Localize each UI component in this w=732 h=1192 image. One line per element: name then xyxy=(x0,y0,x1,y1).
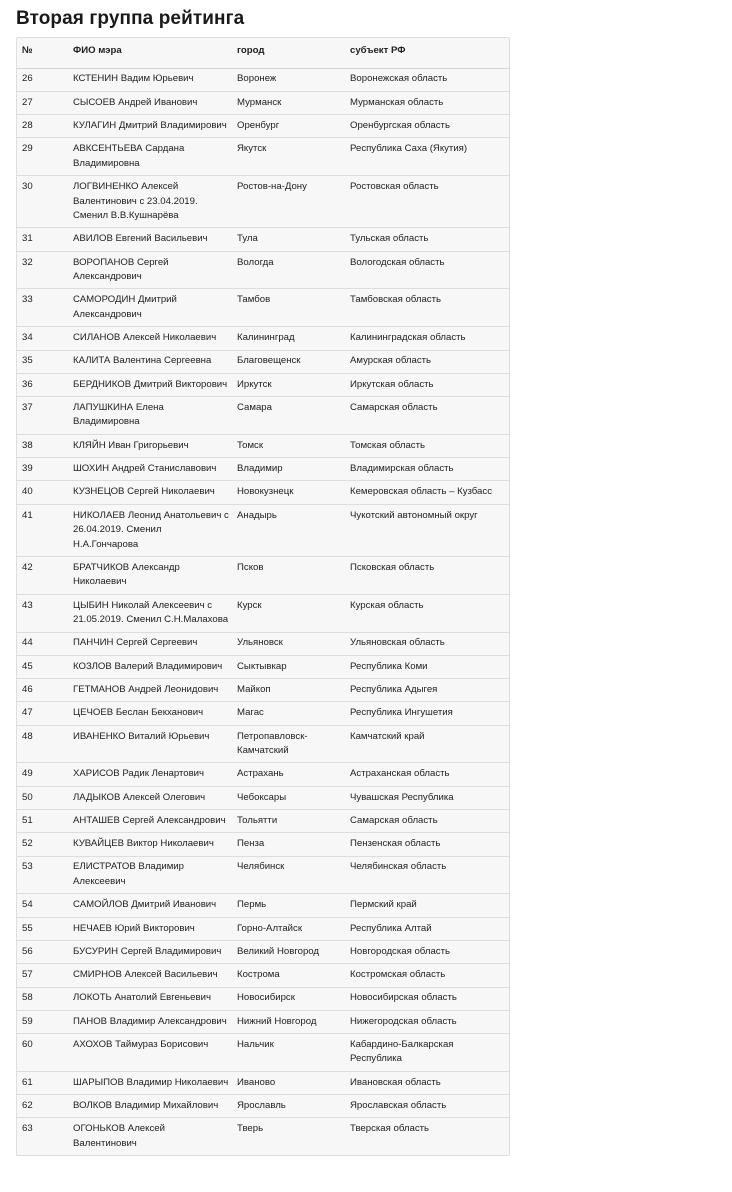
region-cell: Кабардино-Балкарская Республика xyxy=(350,1038,454,1065)
rank-cell: 54 xyxy=(22,899,33,911)
rank-cell: 59 xyxy=(22,1015,33,1027)
page-title: Вторая группа рейтинга xyxy=(16,8,245,29)
rank-cell: 44 xyxy=(22,637,33,649)
table-row xyxy=(17,786,509,809)
region-cell: Псковская область xyxy=(350,561,435,573)
city-cell: Томск xyxy=(237,439,264,451)
table-row xyxy=(17,115,509,138)
header-mayor-name: ФИО мэра xyxy=(73,45,122,56)
table-row xyxy=(17,1071,509,1094)
region-cell: Ивановская область xyxy=(350,1076,441,1088)
mayor-name-cell: КУЛАГИН Дмитрий Владимирович xyxy=(73,119,227,131)
rank-cell: 28 xyxy=(22,119,33,131)
region-cell: Томская область xyxy=(350,439,425,451)
mayor-name-cell: ИВАНЕНКО Виталий Юрьевич xyxy=(73,730,210,742)
mayor-name-cell: КУЗНЕЦОВ Сергей Николаевич xyxy=(73,486,215,498)
table-row xyxy=(17,289,509,327)
region-cell: Камчатский край xyxy=(350,730,425,742)
city-cell: Петропавловск-Камчатский xyxy=(237,730,308,757)
table-row xyxy=(17,856,509,894)
table-row xyxy=(17,91,509,114)
city-cell: Пенза xyxy=(237,838,265,850)
mayor-name-cell: САМОРОДИН Дмитрий Александрович xyxy=(73,294,177,320)
city-cell: Ростов-на-Дону xyxy=(237,181,307,193)
table-row xyxy=(17,1010,509,1033)
region-cell: Республика Ингушетия xyxy=(350,707,453,719)
header-region: субъект РФ xyxy=(350,45,406,56)
city-cell: Астрахань xyxy=(237,768,284,780)
rank-cell: 32 xyxy=(22,256,33,268)
region-cell: Астраханская область xyxy=(350,768,450,780)
region-cell: Челябинская область xyxy=(350,861,447,873)
rank-cell: 60 xyxy=(22,1038,33,1050)
table-row xyxy=(17,397,509,435)
header-number: № xyxy=(22,45,33,56)
city-cell: Самара xyxy=(237,401,272,413)
city-cell: Воронеж xyxy=(237,73,277,85)
mayor-name-cell: КСТЕНИН Вадим Юрьевич xyxy=(73,73,194,85)
rank-cell: 57 xyxy=(22,969,33,981)
region-cell: Республика Алтай xyxy=(350,922,432,934)
region-cell: Пермский край xyxy=(350,899,417,911)
mayor-name-cell: СИЛАНОВ Алексей Николаевич xyxy=(73,332,217,344)
mayor-name-cell: ЛОГВИНЕНКО Алексей Валентинович с 23.04.2019. Сменил В.В.Кушнарёва xyxy=(73,181,198,222)
mayor-name-cell: КАЛИТА Валентина Сергеевна xyxy=(73,355,212,367)
region-cell: Ярославская область xyxy=(350,1100,447,1112)
rank-cell: 31 xyxy=(22,233,33,245)
city-cell: Курск xyxy=(237,599,262,611)
table-row xyxy=(17,228,509,251)
region-cell: Тверская область xyxy=(350,1123,430,1135)
mayor-name-cell: ЛАПУШКИНА Елена Владимировна xyxy=(73,401,164,428)
rank-cell: 43 xyxy=(22,599,33,611)
rank-cell: 41 xyxy=(22,509,33,521)
rank-cell: 46 xyxy=(22,684,33,696)
region-cell: Кемеровская область – Кузбасс xyxy=(350,486,492,498)
table-row xyxy=(17,1118,509,1155)
mayor-name-cell: ГЕТМАНОВ Андрей Леонидович xyxy=(73,684,219,696)
rank-cell: 61 xyxy=(22,1076,33,1088)
mayor-name-cell: ЛАДЫКОВ Алексей Олегович xyxy=(73,791,206,803)
city-cell: Калининград xyxy=(237,332,295,344)
city-cell: Ярославль xyxy=(237,1100,286,1112)
mayor-name-cell: КОЗЛОВ Валерий Владимирович xyxy=(73,660,223,672)
table-row xyxy=(17,655,509,678)
table-row xyxy=(17,327,509,350)
region-cell: Республика Адыгея xyxy=(350,684,438,696)
region-cell: Мурманская область xyxy=(350,96,444,108)
region-cell: Иркутская область xyxy=(350,378,434,390)
city-cell: Чебоксары xyxy=(237,791,287,803)
city-cell: Нижний Новгород xyxy=(237,1015,317,1027)
mayor-name-cell: ЛОКОТЬ Анатолий Евгеньевич xyxy=(73,992,211,1004)
mayor-name-cell: САМОЙЛОВ Дмитрий Иванович xyxy=(73,899,217,911)
rank-cell: 39 xyxy=(22,463,33,475)
city-cell: Кострома xyxy=(237,969,280,981)
region-cell: Курская область xyxy=(350,599,424,611)
table-row xyxy=(17,679,509,702)
mayor-name-cell: ВОРОПАНОВ Сергей Александрович xyxy=(73,256,169,283)
mayor-name-cell: АВКСЕНТЬЕВА Сардана Владимировна xyxy=(73,143,185,169)
mayor-name-cell: КЛЯЙН Иван Григорьевич xyxy=(73,439,189,451)
table-row xyxy=(17,138,509,176)
table-row xyxy=(17,964,509,987)
mayor-name-cell: БЕРДНИКОВ Дмитрий Викторович xyxy=(73,378,228,390)
region-cell: Новгородская область xyxy=(350,945,450,957)
region-cell: Чукотский автономный округ xyxy=(350,509,478,521)
rank-cell: 40 xyxy=(22,486,33,498)
mayor-name-cell: ПАНОВ Владимир Александрович xyxy=(73,1015,227,1027)
city-cell: Великий Новгород xyxy=(237,945,319,957)
mayor-name-cell: НИКОЛАЕВ Леонид Анатольевич с 26.04.2019. Сменил Н.А.Гончарова xyxy=(73,509,229,550)
rank-cell: 55 xyxy=(22,922,33,934)
mayor-name-cell: ЕЛИСТРАТОВ Владимир Алексеевич xyxy=(73,861,185,887)
table-row xyxy=(17,632,509,655)
header-city: город xyxy=(237,45,265,56)
rank-cell: 38 xyxy=(22,439,33,451)
rank-cell: 35 xyxy=(22,355,33,367)
table-row xyxy=(17,940,509,963)
table-row xyxy=(17,1034,509,1072)
mayor-name-cell: ШОХИН Андрей Станиславович xyxy=(73,463,217,475)
mayor-name-cell: АВИЛОВ Евгений Васильевич xyxy=(73,233,208,245)
city-cell: Благовещенск xyxy=(237,355,301,367)
city-cell: Оренбург xyxy=(237,119,280,131)
city-cell: Тамбов xyxy=(237,294,271,306)
table-row xyxy=(17,373,509,396)
city-cell: Иваново xyxy=(237,1076,276,1088)
city-cell: Анадырь xyxy=(237,509,277,521)
region-cell: Ульяновская область xyxy=(350,637,445,649)
rating-table-container xyxy=(16,37,510,1156)
region-cell: Калининградская область xyxy=(350,332,466,344)
table-header-row xyxy=(17,38,509,68)
city-cell: Новокузнецк xyxy=(237,486,294,498)
rank-cell: 63 xyxy=(22,1123,33,1135)
region-cell: Костромская область xyxy=(350,969,446,981)
rank-cell: 37 xyxy=(22,401,33,413)
region-cell: Оренбургская область xyxy=(350,119,450,131)
table-row xyxy=(17,434,509,457)
city-cell: Иркутск xyxy=(237,378,272,390)
city-cell: Майкоп xyxy=(237,684,271,696)
rank-cell: 27 xyxy=(22,96,33,108)
rank-cell: 36 xyxy=(22,378,33,390)
table-row xyxy=(17,763,509,786)
city-cell: Нальчик xyxy=(237,1038,274,1050)
city-cell: Тула xyxy=(237,233,258,245)
region-cell: Тамбовская область xyxy=(350,294,441,306)
region-cell: Владимирская область xyxy=(350,463,454,475)
region-cell: Самарская область xyxy=(350,814,438,826)
rank-cell: 42 xyxy=(22,561,33,573)
rank-cell: 47 xyxy=(22,707,33,719)
mayor-name-cell: ХАРИСОВ Радик Ленартович xyxy=(73,768,205,780)
city-cell: Якутск xyxy=(237,143,267,155)
rank-cell: 56 xyxy=(22,945,33,957)
region-cell: Ростовская область xyxy=(350,181,439,193)
table-body xyxy=(17,68,509,1155)
table-row xyxy=(17,987,509,1010)
city-cell: Челябинск xyxy=(237,861,285,873)
mayor-name-cell: СМИРНОВ Алексей Васильевич xyxy=(73,969,218,981)
table-row xyxy=(17,504,509,556)
rank-cell: 30 xyxy=(22,181,33,193)
table-row xyxy=(17,725,509,763)
city-cell: Вологда xyxy=(237,256,274,268)
rank-cell: 48 xyxy=(22,730,33,742)
city-cell: Тольятти xyxy=(237,814,278,826)
region-cell: Республика Коми xyxy=(350,660,428,672)
rank-cell: 33 xyxy=(22,294,33,306)
rank-cell: 50 xyxy=(22,791,33,803)
table-row xyxy=(17,176,509,228)
mayor-name-cell: АХОХОВ Таймураз Борисович xyxy=(73,1038,209,1050)
region-cell: Чувашская Республика xyxy=(350,791,454,803)
mayor-name-cell: ВОЛКОВ Владимир Михайлович xyxy=(73,1100,219,1112)
rank-cell: 51 xyxy=(22,814,33,826)
mayor-name-cell: ЦЫБИН Николай Алексеевич с 21.05.2019. Сменил С.Н.Малахова xyxy=(73,599,229,626)
region-cell: Нижегородская область xyxy=(350,1015,457,1027)
city-cell: Владимир xyxy=(237,463,283,475)
rank-cell: 29 xyxy=(22,143,33,155)
table-row xyxy=(17,1095,509,1118)
table-row xyxy=(17,917,509,940)
rank-cell: 62 xyxy=(22,1100,33,1112)
table-row xyxy=(17,557,509,595)
rank-cell: 26 xyxy=(22,73,33,85)
mayor-name-cell: БУСУРИН Сергей Владимирович xyxy=(73,945,222,957)
table-row xyxy=(17,458,509,481)
mayor-name-cell: ШАРЫПОВ Владимир Николаевич xyxy=(73,1076,229,1088)
table-row xyxy=(17,481,509,504)
city-cell: Псков xyxy=(237,561,264,573)
table-row xyxy=(17,833,509,856)
city-cell: Горно-Алтайск xyxy=(237,922,303,934)
table-row xyxy=(17,810,509,833)
region-cell: Новосибирская область xyxy=(350,992,457,1004)
mayor-name-cell: ЦЕЧОЕВ Беслан Бекханович xyxy=(73,707,204,719)
table-row xyxy=(17,68,509,91)
rank-cell: 52 xyxy=(22,838,33,850)
region-cell: Амурская область xyxy=(350,355,432,367)
rank-cell: 49 xyxy=(22,768,33,780)
rank-cell: 53 xyxy=(22,861,33,873)
rank-cell: 45 xyxy=(22,660,33,672)
region-cell: Вологодская область xyxy=(350,256,445,268)
region-cell: Самарская область xyxy=(350,401,438,413)
table-row xyxy=(17,702,509,725)
table-row xyxy=(17,350,509,373)
mayor-name-cell: БРАТЧИКОВ Александр Николаевич xyxy=(73,561,180,588)
region-cell: Тульская область xyxy=(350,233,429,245)
region-cell: Воронежская область xyxy=(350,73,448,85)
table-row xyxy=(17,251,509,289)
mayor-name-cell: АНТАШЕВ Сергей Александрович xyxy=(73,814,226,826)
mayor-name-cell: КУВАЙЦЕВ Виктор Николаевич xyxy=(73,838,214,850)
city-cell: Мурманск xyxy=(237,96,282,108)
region-cell: Пензенская область xyxy=(350,838,441,850)
rating-table xyxy=(17,38,509,1155)
city-cell: Ульяновск xyxy=(237,637,283,649)
city-cell: Тверь xyxy=(237,1123,264,1135)
rank-cell: 58 xyxy=(22,992,33,1004)
mayor-name-cell: СЫСОЕВ Андрей Иванович xyxy=(73,96,198,108)
mayor-name-cell: НЕЧАЕВ Юрий Викторович xyxy=(73,922,195,934)
city-cell: Пермь xyxy=(237,899,267,911)
city-cell: Сыктывкар xyxy=(237,660,287,672)
mayor-name-cell: ОГОНЬКОВ Алексей Валентинович xyxy=(73,1123,165,1149)
rank-cell: 34 xyxy=(22,332,33,344)
mayor-name-cell: ПАНЧИН Сергей Сергеевич xyxy=(73,637,198,649)
region-cell: Республика Саха (Якутия) xyxy=(350,143,468,155)
city-cell: Магас xyxy=(237,707,264,719)
table-row xyxy=(17,894,509,917)
city-cell: Новосибирск xyxy=(237,992,295,1004)
table-row xyxy=(17,594,509,632)
